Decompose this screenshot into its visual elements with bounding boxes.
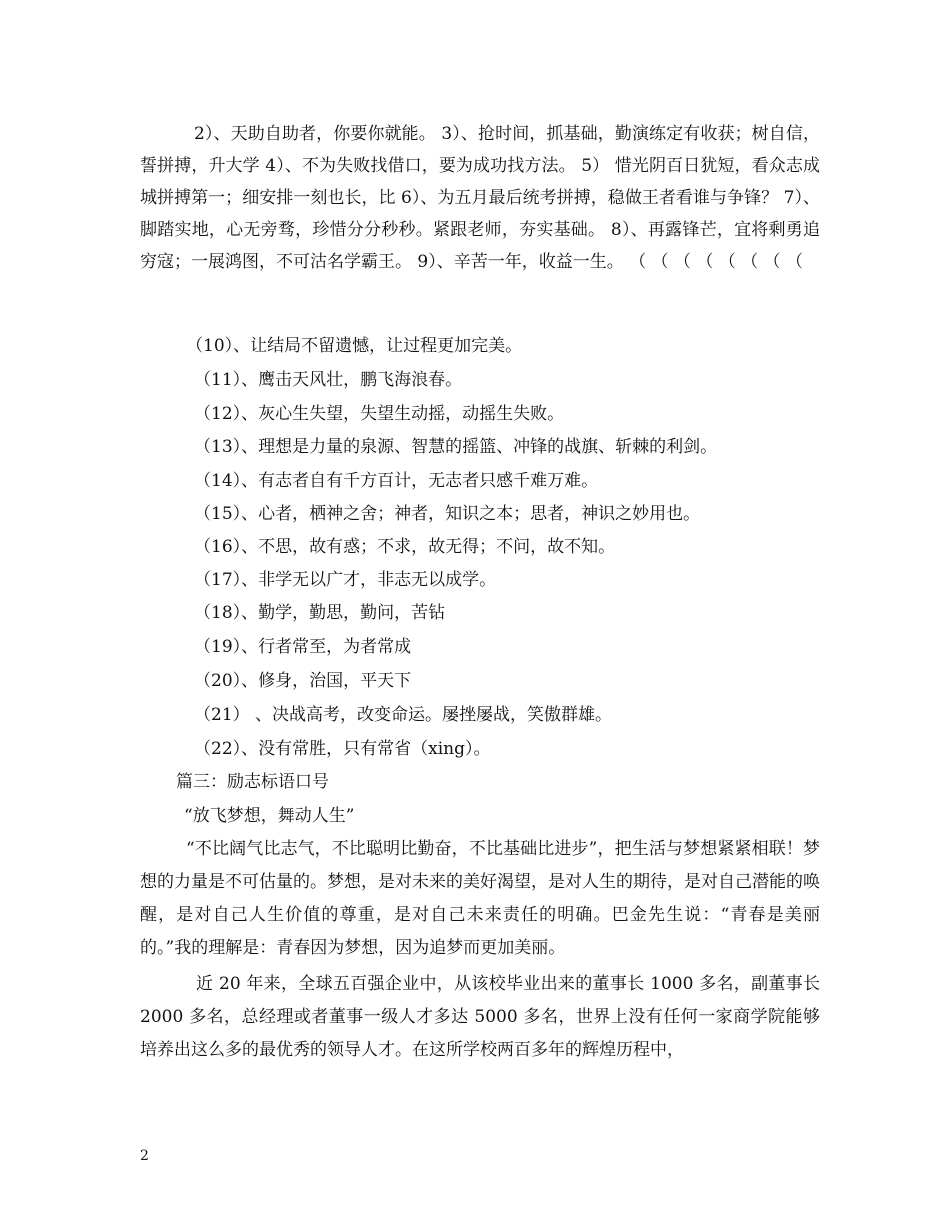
list-item-19: （19）、行者常至，为者常成 <box>194 637 412 657</box>
list-item-10: （10）、让结局不留遗憾，让过程更加完美。 <box>186 336 523 356</box>
page-number: 2 <box>140 1148 149 1164</box>
list-item-12: （12）、灰心生失望，失望生动摇，动摇生失败。 <box>194 404 565 424</box>
slogan-paragraph-1-9: 2）、天助自助者，你要你就能。 3）、抢时间，抓基础，勤演练定有收获；树自信，誓拼搏，升大学 4）、不为失败找借口，要为成功找方法。 5） 惜光阴百日犹短，看众志成城拼搏第一；细安排一刻也长，比 6）、为五月最后统考拼搏，稳做王者看谁与争锋？ 7）、脚踏实地，心无旁骛，珍惜分分秒秒。紧跟老师，夯实基础。 8）、再露锋芒，宜将剩勇追穷寇；一展鸿图，不可沽名学霸王。 9）、辛苦一年，收益一生。 （ （ （ （ （ （ （ （ <box>140 124 820 272</box>
dream-paragraph: “不比阔气比志气，不比聪明比勤奋，不比基础比进步”，把生活与梦想紧紧相联！梦想的力量是不可估量的。梦想，是对未来的美好渴望，是对人生的期待，是对自己潜能的唤醒，是对自己人生价值的尊重，是对自己未来责任的明确。巴金先生说：“青春是美丽的。”我的理解是：青春因为梦想，因为追梦而更加美丽。 <box>140 839 820 958</box>
list-item-20: （20）、修身，治国，平天下 <box>194 671 412 691</box>
list-item-16: （16）、不思，故有惑；不求，故无得；不问，故不知。 <box>194 537 616 557</box>
list-item-21: （21） 、决战高考，改变命运。屡挫屡战，笑傲群雄。 <box>194 705 613 725</box>
list-item-13: （13）、理想是力量的泉源、智慧的摇篮、冲锋的战旗、斩棘的利剑。 <box>194 437 718 457</box>
section-heading: 篇三：励志标语口号 <box>176 772 329 792</box>
list-item-22: （22）、没有常胜，只有常省（xing）。 <box>194 739 491 759</box>
slogan-title: “放飞梦想，舞动人生” <box>184 806 355 826</box>
list-item-17: （17）、非学无以广才，非志无以成学。 <box>194 570 497 590</box>
list-item-15: （15）、心者，栖神之舍；神者，知识之本；思者，神识之妙用也。 <box>194 504 701 524</box>
list-item-11: （11）、鹰击天风壮，鹏飞海浪春。 <box>194 370 463 390</box>
list-item-14: （14）、有志者自有千方百计，无志者只感千难万难。 <box>194 471 599 491</box>
list-item-18: （18）、勤学，勤思，勤问，苦钻 <box>194 603 446 623</box>
school-paragraph: 近 20 年来，全球五百强企业中，从该校毕业出来的董事长 1000 多名，副董事长 2000 多名，总经理或者董事一级人才多达 5000 多名，世界上没有任何一家商学院能够培养出这么多的最优秀的领导人才。在这所学校两百多年的辉煌历程中， <box>140 974 820 1060</box>
